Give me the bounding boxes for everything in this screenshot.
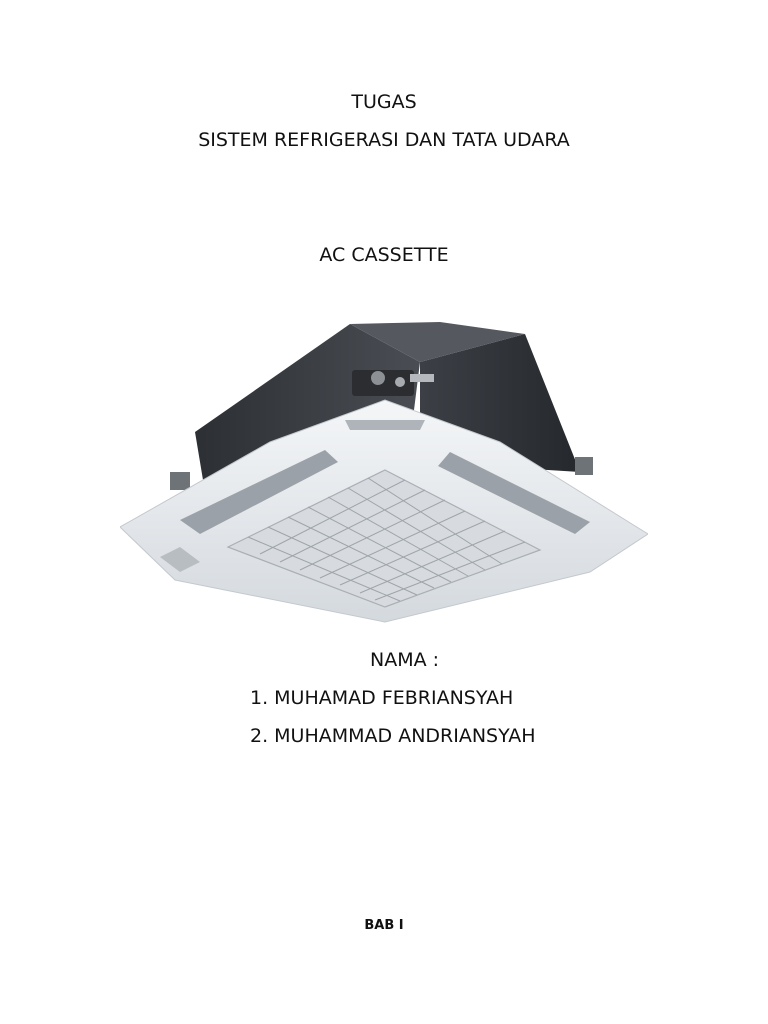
document-title: TUGAS (351, 91, 417, 113)
chapter-label: BAB I (364, 918, 404, 933)
topic-title: AC CASSETTE (319, 244, 449, 266)
member-name-1: 1. MUHAMAD FEBRIANSYAH (250, 687, 514, 709)
member-name-2: 2. MUHAMMAD ANDRIANSYAH (250, 725, 536, 747)
names-heading: NAMA : (370, 649, 440, 671)
member-list (250, 648, 610, 762)
ac-cassette-image (120, 322, 648, 628)
course-name: SISTEM REFRIGERASI DAN TATA UDARA (198, 129, 570, 151)
